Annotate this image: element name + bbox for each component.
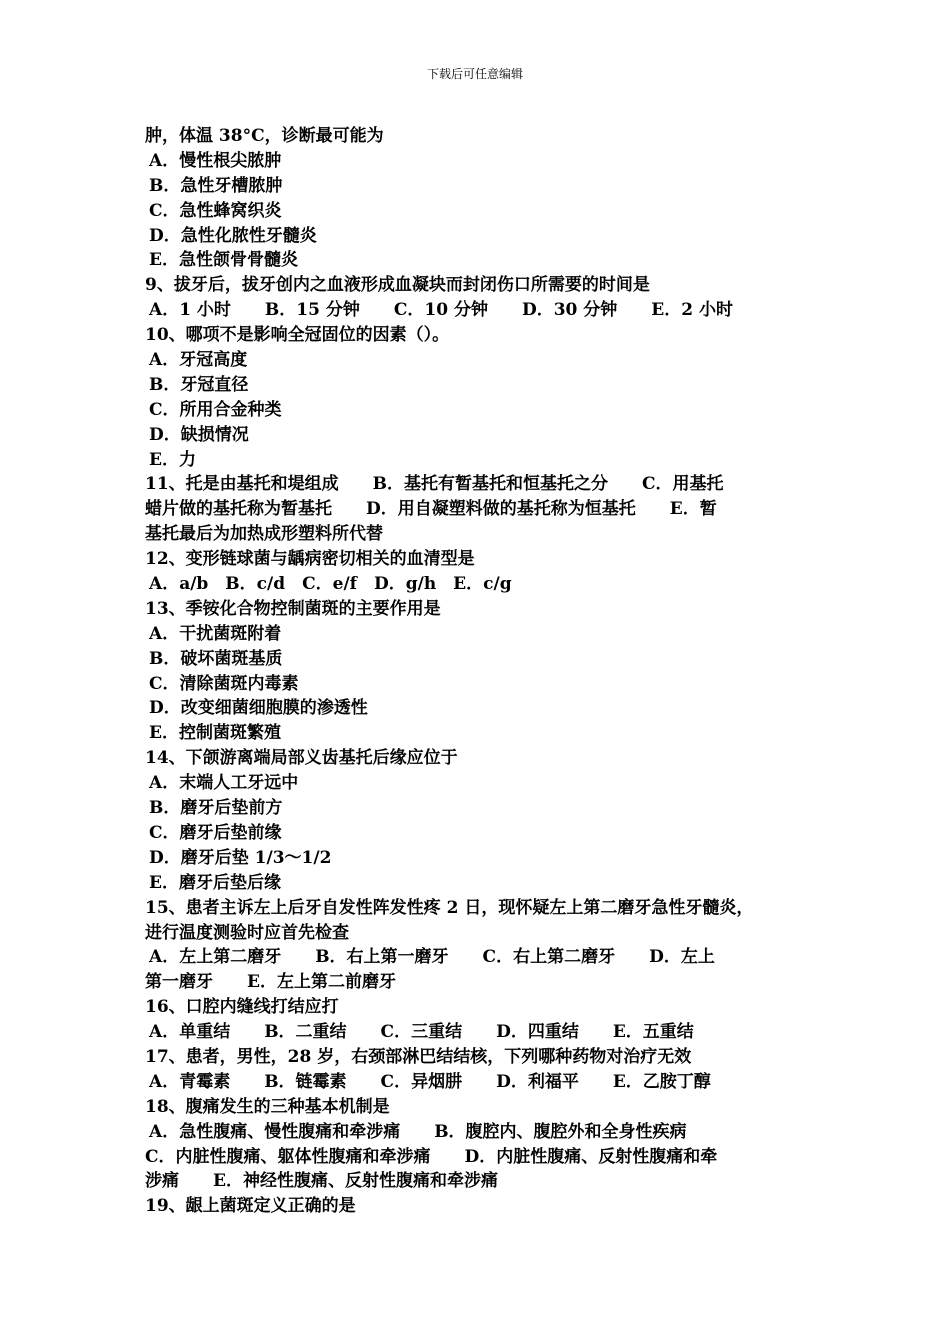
text-line: 基托最后为加热成形塑料所代替: [145, 524, 383, 545]
option-line: A．青霉素 B．链霉素 C．异烟肼 D．利福平 E．乙胺丁醇: [149, 1071, 711, 1092]
text-line: 第一磨牙 E．左上第二前磨牙: [145, 972, 396, 993]
question-line: 16、口腔内缝线打结应打: [145, 997, 339, 1018]
option-line: C．急性蜂窝织炎: [149, 200, 282, 221]
question-line: 9、拔牙后，拔牙创内之血液形成血凝块而封闭伤口所需要的时间是: [145, 275, 650, 296]
question-line: 14、下颌游离端局部义齿基托后缘应位于: [145, 748, 458, 769]
option-line: A．单重结 B．二重结 C．三重结 D．四重结 E．五重结: [149, 1022, 694, 1043]
option-line: E．控制菌斑繁殖: [149, 723, 281, 744]
document-body: [145, 124, 815, 1219]
text-line: 进行温度测验时应首先检查: [145, 922, 349, 943]
option-line: D．急性化脓性牙髓炎: [149, 225, 317, 246]
text-line: 肿，体温 38°C，诊断最可能为: [145, 126, 384, 146]
option-line: A．干扰菌斑附着: [149, 623, 282, 644]
option-line: D．缺损情况: [149, 424, 249, 445]
option-line: B．破坏菌斑基质: [149, 648, 283, 669]
text-line: 涉痛 E．神经性腹痛、反射性腹痛和牵涉痛: [145, 1171, 498, 1192]
option-line: B．急性牙槽脓肿: [149, 175, 283, 196]
question-line: 17、患者，男性，28 岁，右颈部淋巴结结核，下列哪种药物对治疗无效: [145, 1046, 692, 1067]
question-line: 15、患者主诉左上后牙自发性阵发性疼 2 日，现怀疑左上第二磨牙急性牙髓炎，: [145, 897, 754, 918]
option-line: E．磨牙后垫后缘: [149, 872, 281, 893]
option-line: C．磨牙后垫前缘: [149, 822, 282, 843]
question-line: 19、龈上菌斑定义正确的是: [145, 1196, 356, 1217]
option-line: E．急性颌骨骨髓炎: [149, 250, 298, 271]
question-line: 10、哪项不是影响全冠固位的因素（）。: [145, 325, 450, 346]
option-line: A．左上第二磨牙 B．右上第一磨牙 C．右上第二磨牙 D．左上: [149, 947, 715, 968]
option-line: A．末端人工牙远中: [149, 773, 299, 794]
page-header: 下载后可任意编辑: [426, 67, 523, 81]
option-line: C．所用合金种类: [149, 399, 282, 420]
option-line: A．牙冠高度: [149, 350, 248, 371]
option-line: B．磨牙后垫前方: [149, 798, 283, 819]
option-line: C．清除菌斑内毒素: [149, 673, 299, 694]
option-line: A．急性腹痛、慢性腹痛和牵涉痛 B．腹腔内、腹腔外和全身性疾病: [149, 1121, 687, 1142]
question-line: 18、腹痛发生的三种基本机制是: [145, 1096, 390, 1117]
question-line: 11、托是由基托和堤组成 B．基托有暂基托和恒基托之分 C．用基托: [145, 474, 724, 495]
text-line: C．内脏性腹痛、躯体性腹痛和牵涉痛 D．内脏性腹痛、反射性腹痛和牵: [145, 1146, 718, 1167]
option-line: D．磨牙后垫 1/3～1/2: [149, 847, 332, 868]
option-line: A．1 小时 B．15 分钟 C．10 分钟 D．30 分钟 E．2 小时: [149, 300, 734, 321]
text-line: 蜡片做的基托称为暂基托 D．用自凝塑料做的基托称为恒基托 E．暂: [145, 499, 717, 520]
option-line: B．牙冠直径: [149, 374, 249, 395]
question-line: 12、变形链球菌与龋病密切相关的血清型是: [145, 549, 475, 570]
option-line: A．a/b B．c/d C．e/f D．g/h E．c/g: [149, 574, 512, 595]
question-line: 13、季铵化合物控制菌斑的主要作用是: [145, 598, 441, 619]
option-line: A．慢性根尖脓肿: [149, 150, 282, 171]
option-line: E．力: [149, 449, 196, 470]
option-line: D．改变细菌细胞膜的渗透性: [149, 698, 368, 719]
